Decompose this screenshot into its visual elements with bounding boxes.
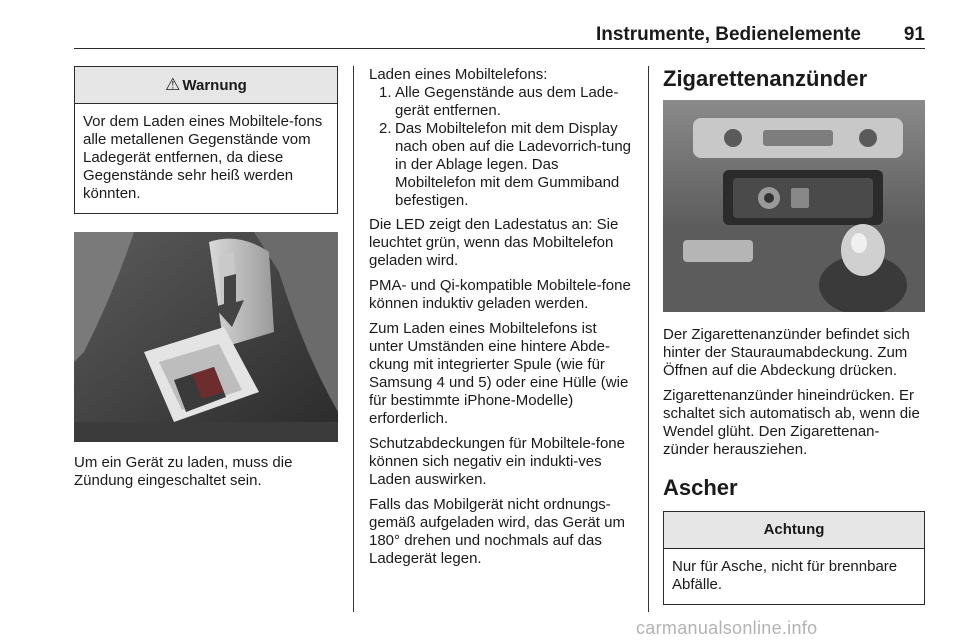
column-middle bbox=[369, 66, 633, 575]
column-right bbox=[663, 66, 925, 605]
watermark: carmanualsonline.info bbox=[636, 618, 818, 638]
paragraph: PMA- und Qi-kompatible Mobiltele-fone können induktiv geladen werden. bbox=[369, 277, 631, 312]
paragraph: Falls das Mobilgerät nicht ordnungs-gemäß aufgeladen wird, das Gerät um 180° drehen und nochmals auf das Ladegerät legen. bbox=[369, 496, 625, 567]
column-divider-2 bbox=[648, 66, 649, 612]
chapter-title: Instrumente, Bedienelemente bbox=[595, 24, 861, 45]
page-number: 91 bbox=[903, 24, 925, 45]
section-title: Zigarettenanzünder bbox=[663, 66, 868, 91]
caution-heading: Achtung bbox=[664, 512, 924, 549]
list-item: 2. Das Mobiltelefon mit dem Display nach oben auf die Ladevorrich-tung in der Ablage legen. Das Mobiltelefon mit dem Gummiband befestigen. bbox=[379, 120, 632, 209]
section-title: Ascher bbox=[663, 475, 738, 500]
paragraph: Zum Laden eines Mobiltelefons ist unter Umständen eine hintere Abde-ckung mit integrierter Spule (wie für Samsung 4 und 5) oder eine Hülle (wie für bestimmte iPhone-Modelle) erforderlich. bbox=[369, 320, 629, 427]
paragraph: Schutzabdeckungen für Mobiltele-fone können sich negativ ein indukti-ves Laden auswirken. bbox=[369, 435, 625, 488]
warning-box bbox=[74, 66, 338, 214]
wireless-charger-photo bbox=[74, 232, 338, 442]
paragraph: Die LED zeigt den Ladestatus an: Sie leuchtet grün, wenn das Mobiltelefon geladen wird. bbox=[369, 216, 619, 269]
paragraph: Zigarettenanzünder hineindrücken. Er schaltet sich automatisch ab, wenn die Wendel glüht. Den Zigarettenan-zünder herausziehen. bbox=[663, 387, 920, 458]
warning-triangle-icon: ⚠ bbox=[165, 75, 181, 94]
paragraph: Der Zigarettenanzünder befindet sich hinter der Stauraumabdeckung. Zum Öffnen auf die Abdeckung drücken. bbox=[663, 326, 910, 379]
warning-heading bbox=[75, 67, 337, 104]
steps-intro: Laden eines Mobiltelefons: bbox=[369, 66, 548, 83]
caution-text: Nur für Asche, nicht für brennbare Abfälle. bbox=[672, 558, 898, 593]
cigarette-lighter-photo bbox=[663, 100, 925, 312]
warning-text: Vor dem Laden eines Mobiltele-fons alle metallenen Gegenstände vom Ladegerät entfernen, da diese Gegenstände sehr heiß werden könnten. bbox=[83, 113, 323, 202]
warning-heading-text: Warnung bbox=[182, 77, 247, 94]
steps-list bbox=[369, 84, 633, 210]
caution-box bbox=[663, 511, 925, 605]
list-item: 1. Alle Gegenstände aus dem Lade-gerät entfernen. bbox=[379, 84, 619, 119]
column-left bbox=[74, 66, 338, 497]
photo-caption: Um ein Gerät zu laden, muss die Zündung eingeschaltet sein. bbox=[74, 454, 293, 489]
column-divider-1 bbox=[353, 66, 354, 612]
page-header bbox=[74, 24, 925, 49]
